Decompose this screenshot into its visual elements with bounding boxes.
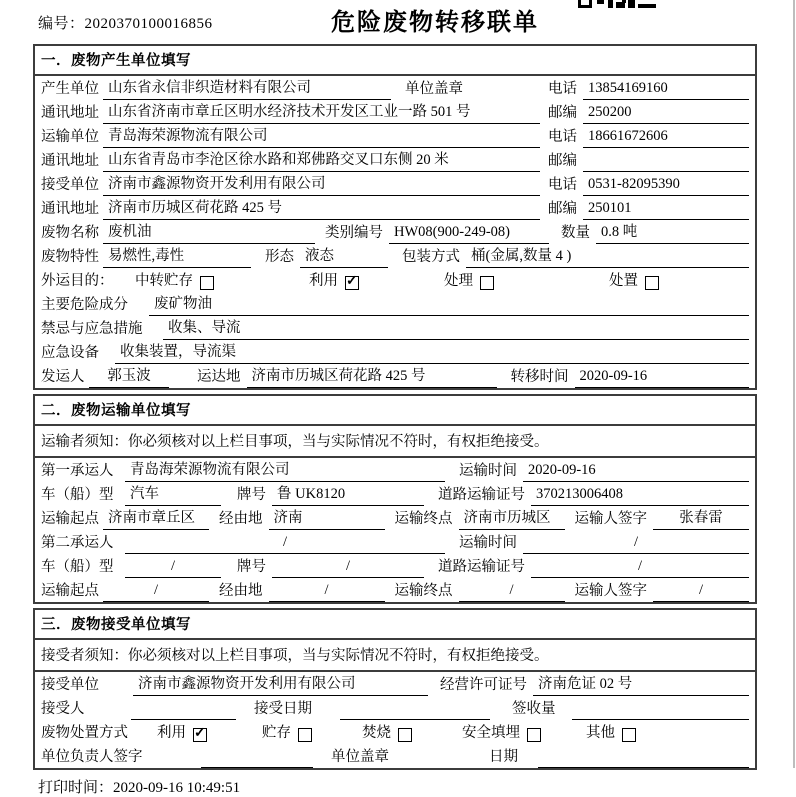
row-producer-address	[35, 100, 755, 124]
receiving-unit-value: 济南市鑫源物资开发利用有限公司	[133, 672, 428, 696]
serial-label: 编号：	[38, 16, 85, 32]
route-via-label: 经由地	[219, 511, 263, 527]
checkbox-utilize	[309, 269, 359, 292]
row-taboo-measures	[35, 316, 755, 340]
section-receiver-title: 三．废物接受单位填写	[35, 610, 755, 640]
carrier-signature-value: 张春雷	[653, 506, 749, 530]
accept-date-label: 接受日期	[254, 701, 312, 717]
row-vehicle-1	[35, 482, 755, 506]
route-end-label: 运输终点	[394, 583, 453, 599]
received-quantity-value	[572, 703, 750, 720]
date-label: 日期	[489, 749, 518, 765]
road-permit-label: 道路运输证号	[438, 559, 525, 575]
taboo-measures-value: 收集、导流	[163, 316, 749, 340]
checkbox-label: 中转贮存	[135, 273, 193, 289]
transporter-unit-label: 运输单位	[41, 129, 99, 145]
section-receiver	[33, 608, 757, 770]
vehicle-type-label: 车（船）型	[41, 487, 114, 503]
dispatcher-value: 郭玉波	[89, 364, 169, 388]
transporter-zip-value	[583, 155, 749, 172]
row-transporter-address	[35, 148, 755, 172]
route-end-value: 济南市历城区	[459, 506, 565, 530]
transport-time-value: 2020-09-16	[523, 462, 749, 482]
route-start-label: 运输起点	[41, 511, 99, 527]
checkbox-storage	[262, 721, 312, 744]
received-quantity-label: 签收量	[512, 701, 556, 717]
taboo-measures-label: 禁忌与应急措施	[41, 321, 143, 337]
first-carrier-label: 第一承运人	[41, 463, 114, 479]
road-permit-label: 道路运输证号	[438, 487, 525, 503]
checkbox-incinerate	[362, 721, 412, 744]
page-right-edge	[793, 0, 795, 768]
row-dispatcher	[35, 364, 755, 388]
first-carrier-value: 青岛海荣源物流有限公司	[125, 458, 445, 482]
row-transfer-purpose	[35, 268, 755, 292]
receiver-phone-value: 0531-82095390	[583, 176, 749, 196]
address-label: 通讯地址	[41, 105, 99, 121]
row-waste-name	[35, 220, 755, 244]
route-start-value: 济南市章丘区	[103, 506, 209, 530]
form-value: 液态	[300, 244, 388, 268]
transporter-address-value: 山东省青岛市李沧区徐水路和郑佛路交叉口东侧 20 米	[103, 148, 540, 172]
transporter-notice: 运输者须知：你必须核对以上栏目事项，当与实际情况不符时，有权拒绝接受。	[35, 426, 755, 458]
receiver-notice: 接受者须知：你必须核对以上栏目事项，当与实际情况不符时，有权拒绝接受。	[35, 640, 755, 672]
disposal-method-label: 废物处置方式	[41, 725, 128, 741]
checkbox-icon	[345, 276, 359, 290]
transport-time-label: 运输时间	[459, 535, 517, 551]
acceptor-label: 接受人	[41, 701, 85, 717]
row-second-carrier	[35, 530, 755, 554]
receiver-unit-value: 济南市鑫源物资开发利用有限公司	[103, 172, 540, 196]
route-end-label: 运输终点	[394, 511, 453, 527]
row-transporter-unit	[35, 124, 755, 148]
checkbox-icon	[622, 728, 636, 742]
zip-label: 邮编	[548, 201, 577, 217]
row-responsible-signature	[35, 744, 755, 768]
row-disposal-method	[35, 720, 755, 744]
serial-value: 2020370100016856	[84, 16, 213, 32]
checkbox-label: 利用	[157, 725, 186, 741]
carrier-signature-label: 运输人签字	[574, 511, 647, 527]
receiver-unit-label: 接受单位	[41, 177, 99, 193]
waste-traits-value: 易燃性,毒性	[103, 244, 251, 268]
packaging-value: 桶(金属,数量 4 )	[466, 244, 749, 268]
transfer-purpose-label: 外运目的：	[41, 273, 114, 289]
row-receiving-unit	[35, 672, 755, 696]
row-receiver-address	[35, 196, 755, 220]
category-code-label: 类别编号	[325, 225, 383, 241]
date-value	[538, 751, 749, 768]
route-start-2-value: /	[103, 582, 209, 602]
category-code-value: HW08(900-249-08)	[389, 224, 549, 244]
plate-value: 鲁 UK8120	[272, 482, 424, 506]
plate-label: 牌号	[237, 559, 266, 575]
carrier-signature-label: 运输人签字	[574, 583, 647, 599]
address-label: 通讯地址	[41, 153, 99, 169]
phone-label: 电话	[548, 177, 577, 193]
row-emergency-equipment	[35, 340, 755, 364]
transport-time-2-value: /	[523, 534, 749, 554]
responsible-signature-value	[201, 751, 313, 768]
transporter-phone-value: 18661672606	[583, 128, 749, 148]
plate-label: 牌号	[237, 487, 266, 503]
route-via-value: 济南	[269, 506, 385, 530]
emergency-equipment-label: 应急设备	[41, 345, 99, 361]
acceptor-value	[131, 703, 236, 720]
dispatcher-label: 发运人	[41, 369, 85, 385]
producer-phone-value: 13854169160	[583, 80, 749, 100]
vehicle-type-label: 车（船）型	[41, 559, 114, 575]
emergency-equipment-value: 收集装置，导流渠	[115, 340, 749, 364]
destination-label: 运达地	[197, 369, 241, 385]
packaging-label: 包装方式	[402, 249, 460, 265]
row-vehicle-2	[35, 554, 755, 578]
checkbox-utilize	[157, 721, 207, 744]
license-value: 济南危证 02 号	[533, 672, 749, 696]
road-permit-value: 370213006408	[531, 486, 749, 506]
transfer-time-value: 2020-09-16	[575, 368, 750, 388]
waste-name-label: 废物名称	[41, 225, 99, 241]
road-permit-2-value: /	[531, 558, 749, 578]
accept-date-value	[340, 703, 490, 720]
print-time-value: 2020-09-16 10:49:51	[113, 780, 241, 796]
checkbox-treat	[444, 269, 494, 292]
unit-seal-label: 单位盖章	[331, 749, 389, 765]
row-route-1	[35, 506, 755, 530]
checkbox-label: 处置	[609, 273, 638, 289]
responsible-signature-label: 单位负责人签字	[41, 749, 143, 765]
transport-time-label: 运输时间	[459, 463, 517, 479]
checkbox-other	[586, 721, 636, 744]
plate-2-value: /	[272, 558, 424, 578]
checkbox-label: 利用	[309, 273, 338, 289]
zip-label: 邮编	[548, 153, 577, 169]
producer-unit-label: 产生单位	[41, 81, 99, 97]
checkbox-label: 焚烧	[362, 725, 391, 741]
route-via-2-value: /	[269, 582, 385, 602]
form-label: 形态	[265, 249, 294, 265]
row-acceptor	[35, 696, 755, 720]
unit-seal-label: 单位盖章	[405, 81, 463, 97]
transporter-unit-value: 青岛海荣源物流有限公司	[103, 124, 540, 148]
hazard-components-label: 主要危险成分	[41, 297, 128, 313]
route-end-2-value: /	[459, 582, 565, 602]
checkbox-transfer-storage	[135, 269, 214, 292]
producer-zip-value: 250200	[583, 104, 749, 124]
phone-label: 电话	[548, 129, 577, 145]
phone-label: 电话	[548, 81, 577, 97]
row-receiver-unit	[35, 172, 755, 196]
transfer-time-label: 转移时间	[510, 369, 569, 385]
checkbox-landfill	[462, 721, 541, 744]
document-header	[0, 0, 796, 44]
section-transporter-title: 二．废物运输单位填写	[35, 396, 755, 426]
receiving-unit-label: 接受单位	[41, 677, 99, 693]
second-carrier-label: 第二承运人	[41, 535, 114, 551]
address-label: 通讯地址	[41, 201, 99, 217]
checkbox-icon	[298, 728, 312, 742]
waste-traits-label: 废物特性	[41, 249, 99, 265]
waste-name-value: 废机油	[103, 220, 315, 244]
destination-value: 济南市历城区荷花路 425 号	[247, 364, 497, 388]
vehicle-type-value: 汽车	[125, 482, 221, 506]
checkbox-icon	[193, 728, 207, 742]
vehicle-type-2-value: /	[125, 558, 221, 578]
row-producer-unit	[35, 76, 755, 100]
checkbox-dispose	[609, 269, 659, 292]
hazard-components-value: 废矿物油	[149, 292, 749, 316]
zip-label: 邮编	[548, 105, 577, 121]
checkbox-label: 处理	[444, 273, 473, 289]
checkbox-icon	[480, 276, 494, 290]
row-waste-traits	[35, 244, 755, 268]
section-producer	[33, 44, 757, 390]
producer-unit-value: 山东省永信非织造材料有限公司	[103, 76, 391, 100]
second-carrier-value: /	[125, 534, 445, 554]
print-time-label: 打印时间：	[38, 780, 114, 796]
checkbox-icon	[398, 728, 412, 742]
checkbox-label: 贮存	[262, 725, 291, 741]
row-first-carrier	[35, 458, 755, 482]
section-producer-title: 一．废物产生单位填写	[35, 46, 755, 76]
route-via-label: 经由地	[219, 583, 263, 599]
route-start-label: 运输起点	[41, 583, 99, 599]
qr-code-fragment	[578, 0, 656, 8]
row-hazard-components	[35, 292, 755, 316]
quantity-label: 数量	[561, 225, 590, 241]
producer-address-value: 山东省济南市章丘区明水经济技术开发区工业一路 501 号	[103, 100, 540, 124]
checkbox-label: 其他	[586, 725, 615, 741]
checkbox-icon	[645, 276, 659, 290]
print-time	[38, 776, 796, 797]
license-label: 经营许可证号	[440, 677, 527, 693]
receiver-address-value: 济南市历城区荷花路 425 号	[103, 196, 540, 220]
checkbox-icon	[527, 728, 541, 742]
carrier-signature-2-value: /	[653, 582, 749, 602]
quantity-value: 0.8 吨	[596, 220, 749, 244]
checkbox-label: 安全填埋	[462, 725, 520, 741]
checkbox-icon	[200, 276, 214, 290]
receiver-zip-value: 250101	[583, 200, 749, 220]
section-transporter	[33, 394, 757, 604]
page-title: 危险废物转移联单	[331, 10, 539, 36]
row-route-2	[35, 578, 755, 602]
